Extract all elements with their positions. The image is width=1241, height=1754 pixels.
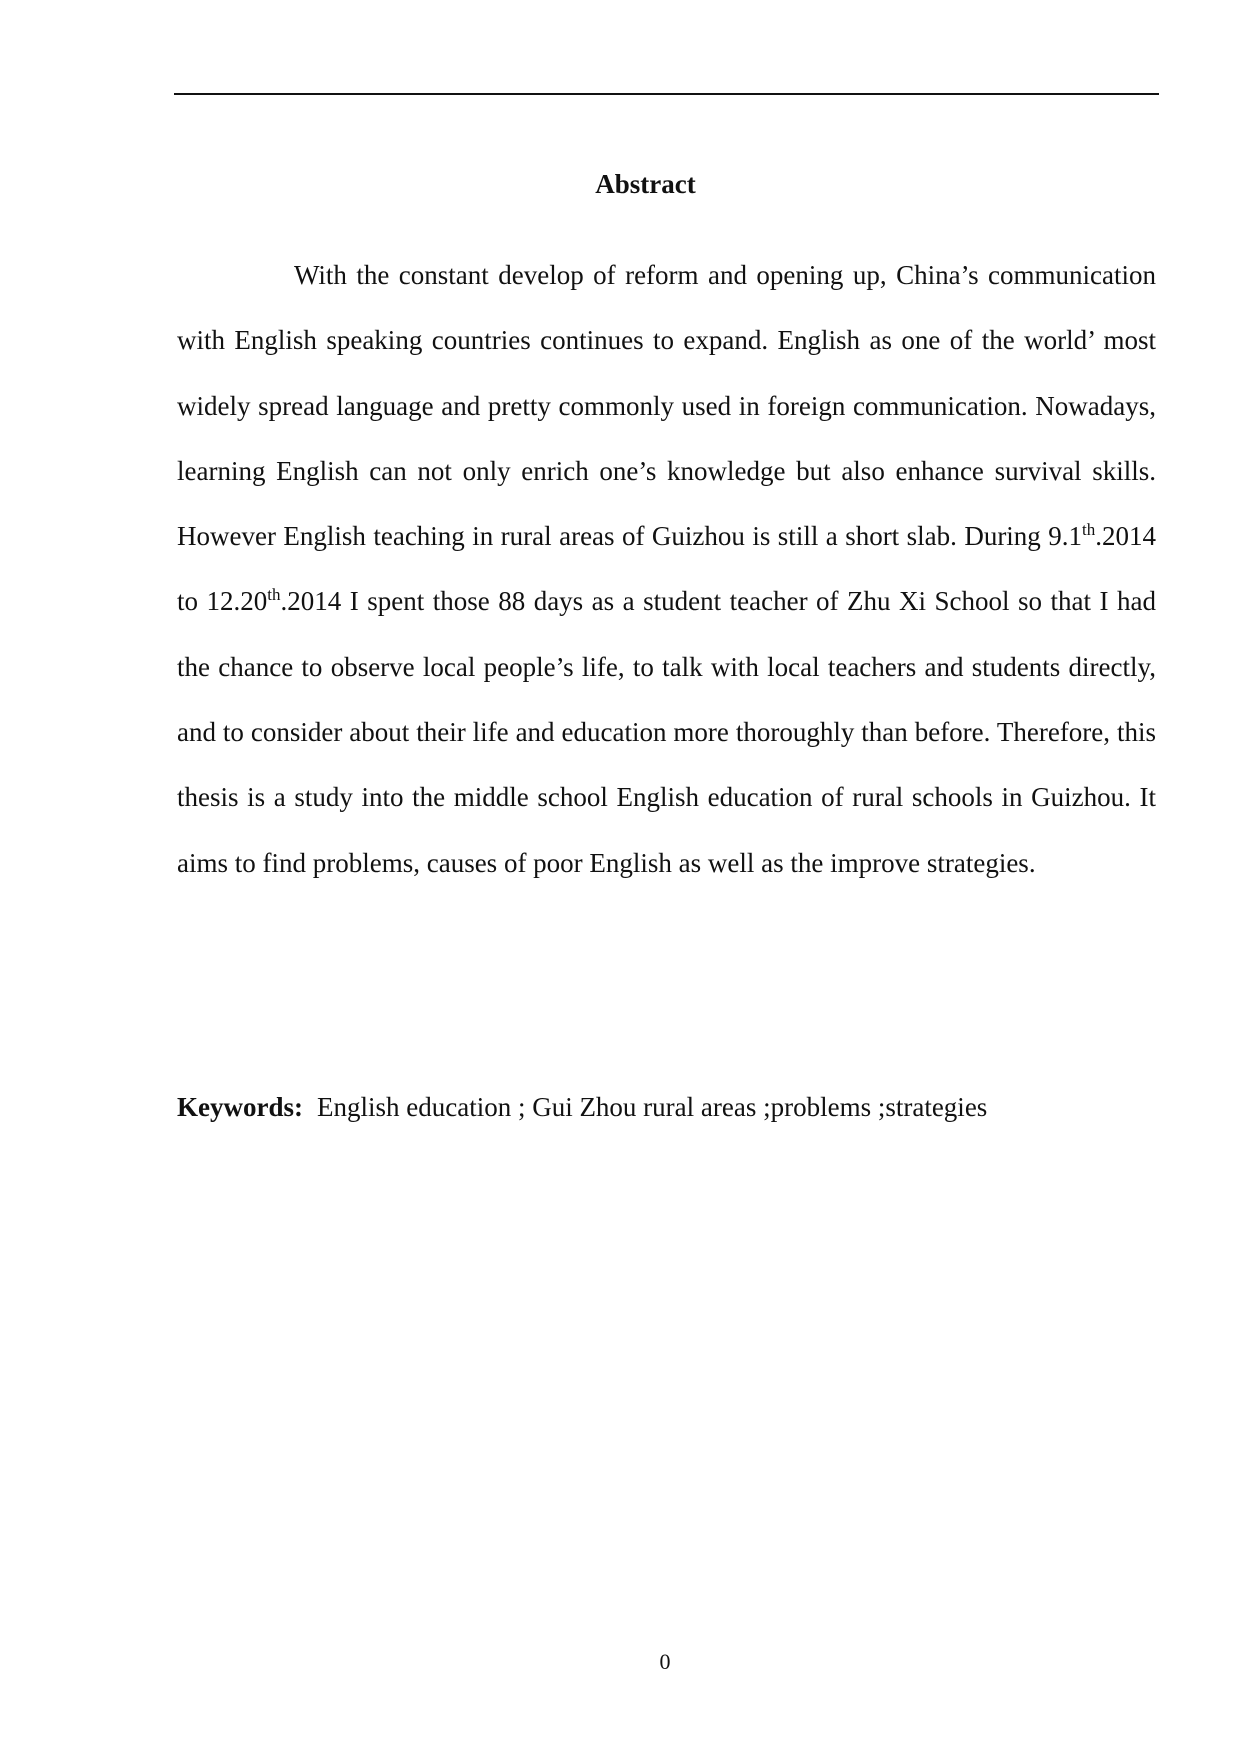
header-rule: [174, 93, 1159, 95]
abstract-text-part-3: .2014 I spent those 88 days as a student teacher of Zhu Xi School so that I had the chance to observe local people’s life, to talk with local teachers and students directly, and to consider about their life and education more thoroughly than before. Therefore, this thesis is a study into the middle school English education of rural schools in Guizhou. It aims to find problems, causes of poor English as well as the improve strategies.: [177, 586, 1156, 878]
abstract-text-part-1: With the constant develop of reform and opening up, China’s communication with English speaking countries continues to expand. English as one of the world’ most widely spread language and pretty commonly used in foreign communication. Nowadays, learning English can not only enrich one’s knowledge but also enhance survival skills. However English teaching in rural areas of Guizhou is still a short slab. During 9.1: [177, 260, 1156, 552]
keywords-value: English education ; Gui Zhou rural areas ;problems ;strategies: [316, 1092, 988, 1122]
abstract-paragraph: [177, 243, 1156, 896]
superscript-th-2: th: [267, 585, 281, 605]
keywords-line: [177, 1089, 1156, 1125]
superscript-th-1: th: [1082, 520, 1096, 540]
abstract-text-part-2: .2014 to 12.20: [177, 521, 1156, 617]
keywords-label: Keywords:: [177, 1092, 303, 1122]
abstract-title: Abstract: [595, 169, 696, 199]
page-number: 0: [659, 1649, 671, 1674]
